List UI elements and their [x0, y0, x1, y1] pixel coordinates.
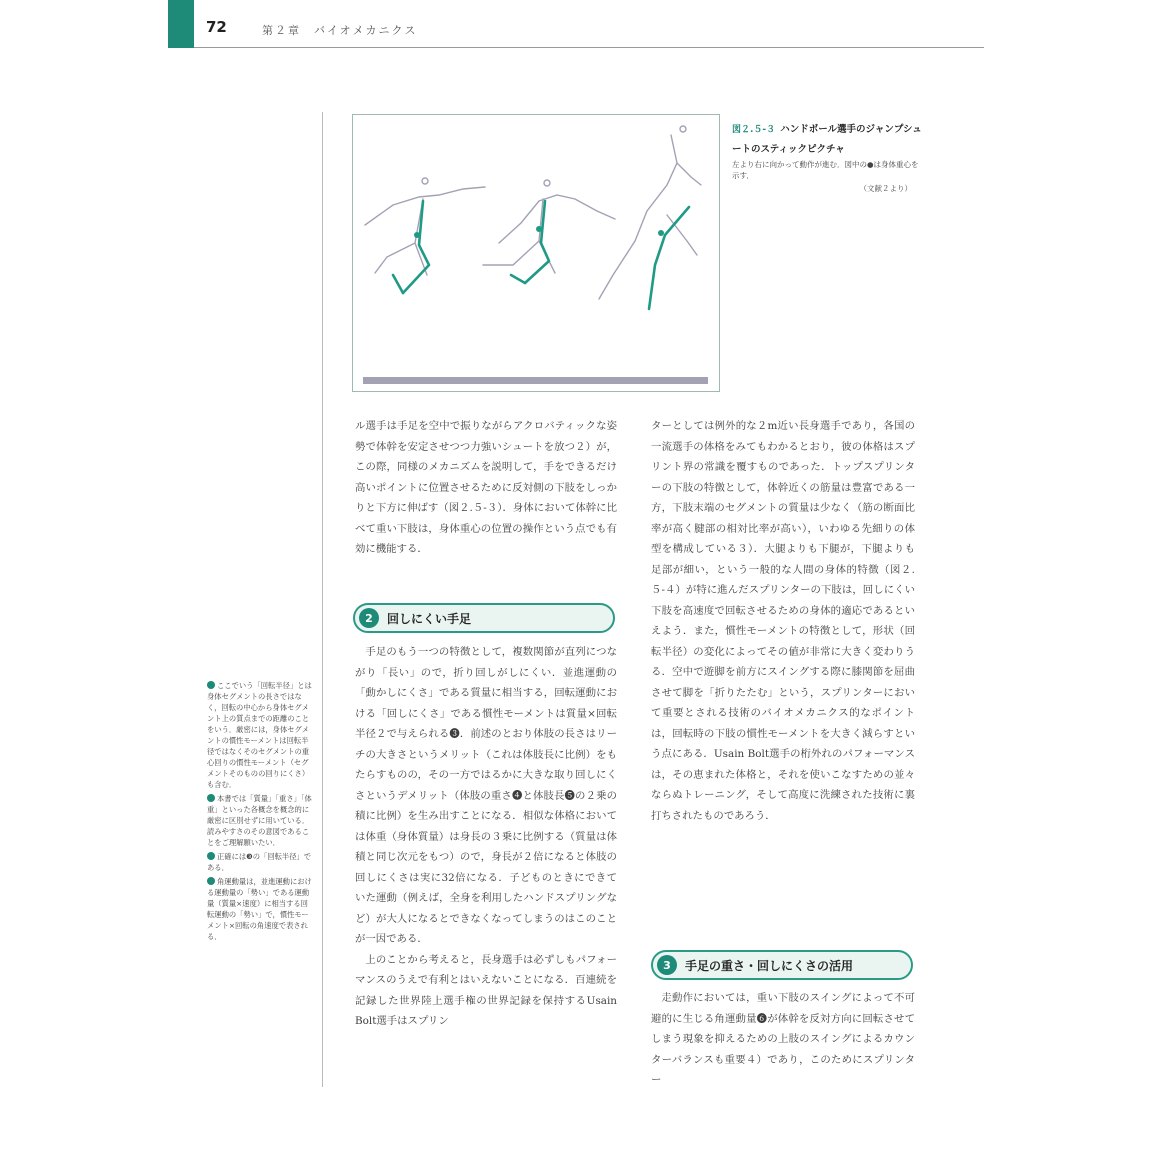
text-column-left: [355, 416, 617, 560]
figure3-leg-back: [667, 215, 697, 255]
figure3-head: [680, 126, 686, 132]
margin-note: 正確には❸の「回転半径」である．: [207, 852, 312, 872]
section-number-badge: 2: [359, 608, 379, 628]
figure-ground-bar: [363, 377, 708, 384]
margin-notes: [207, 680, 313, 945]
paragraph: 手足のもう一つの特徴として，複数関節が直列につながり「長い」ので，折り回しがしにくい．並進運動の「動かしにくさ」である質量に相当する，回転運動における「回しにくさ」である慣性モーメントは質量×回転半径２で与えられる❸．前述のとおり体肢の長さはリーチの大きさというメリット（これは体肢長に比例）をもたらすものの，その一方ではるかに大きな取り回しにくさというデメリット（体肢の重さ❹と体肢長❺の２乗の積に比例）を生み出すことになる．相似な体格においては体重（身体質量）は身長の３乗に比例する（質量は体積と同じ次元をもつ）ので，身長が２倍になると体肢の回しにくさは実に32倍になる．子どものときにできていた運動（例えば，全身を利用したハンドスプリングなど）が大人になるとできなくなってしまうのはこのことが一因である．: [355, 646, 617, 945]
page-number: 72: [206, 18, 227, 36]
figure1-head: [422, 178, 428, 184]
margin-rule: [322, 112, 323, 1087]
note-marker-icon: [207, 852, 215, 860]
chapter-title: 第２章 バイオメカニクス: [262, 24, 418, 37]
figure3-highlight-limb: [649, 207, 689, 309]
paragraph: 上のことから考えると，長身選手は必ずしもパフォーマンスのうえで有利とはいえないことになる．百連続を記録した世界陸上選手権の世界記録を保持するUsain Bolt選手はスプリン: [355, 953, 617, 1027]
figure1-arms: [365, 187, 485, 225]
note-marker-icon: [207, 877, 215, 885]
chapter-tab-marker: [168, 0, 194, 48]
note-marker-icon: [207, 794, 215, 802]
header-rule: [194, 47, 984, 48]
figure-note: 左より右に向かって動作が進む．図中の●は身体重心を示す．: [732, 160, 919, 180]
paragraph: 走動作においては，重い下肢のスイングによって不可避的に生じる角運動量❻が体幹を反対方向に回転させてしまう現象を抑えるための上肢のスイングによるカウンターバランスも重要４）であり，このためにスプリンター: [651, 992, 915, 1086]
section-number-badge: 3: [657, 955, 677, 975]
figure2-leg-back: [483, 241, 539, 265]
margin-note: 角運動量は，並進運動における運動量の「勢い」である運動量（質量×速度）に相当する回転運動の「勢い」で，慣性モーメント×回転の角速度で表される．: [207, 877, 312, 941]
figure3-arm-raised: [677, 163, 701, 185]
figure1-center-of-mass: [414, 232, 420, 238]
text-column-left-lower: [355, 642, 617, 1032]
margin-note: 本書では「質量」「重さ」「体重」といった各概念を概念的に厳密に区別せずに用いている．読みやすさのその意図であることをご理解願いたい．: [207, 794, 312, 847]
figure2-head: [544, 180, 550, 186]
stick-figure-illustration: [353, 115, 719, 391]
text-column-right-lower: [651, 988, 915, 1091]
section-heading-3: [651, 950, 913, 980]
figure2-center-of-mass: [536, 226, 542, 232]
figure-caption: [732, 117, 922, 194]
section-heading-2: [353, 603, 615, 633]
figure-number: 図２.５-３: [732, 125, 776, 135]
paragraph: ターとしては例外的な２m近い長身選手であり，各国の一流選手の体格をみてもわかるとおり，彼の体格はスプリント界の常識を覆すものであった．トップスプリンターの下肢の特徴として，体幹近くの筋量は豊富である一方，下肢末端のセグメントの質量は少なく（筋の断面比率が高く腱部の相対比率が高い），いわゆる先細りの体型を構成している３）．大腿よりも下腿が，下腿よりも足部が細い，という一般的な人間の身体的特徴（図２.５-４）が特に進んだスプリンターの下肢は，回しにくい下肢を高速度で回転させるための身体的適応であるといえよう．また，慣性モーメントの特徴として，形状（回転半径）の変化によってその値が非常に大きく変わりうる．空中で遊脚を前方にスイングする際に膝関節を屈曲させて脚を「折りたたむ」という，スプリンターにおいて重要とされる技術のバイオメカニクス的なポイントは，回転時の下肢の慣性モーメントを大きく減らすという点にある．Usain Bolt選手の桁外れのパフォーマンスは，その恵まれた体格と，それを使いこなすための並々ならぬトレーニング，そして高度に洗練された技術に裏打ちされたものであろう．: [651, 420, 915, 822]
figure-source: （文献２より）: [859, 184, 912, 193]
note-marker-icon: [207, 681, 215, 689]
paragraph: ル選手は手足を空中で振りながらアクロバティックな姿勢で体幹を安定させつつ力強いシュートを放つ２）が，この際，同様のメカニズムを説明して，手をできるだけ高いポイントに位置させるために反対側の下肢をしっかりと下方に伸ばす（図２.５-３）．身体において体幹に比べて重い下肢は，身体重心の位置の操作という点でも有効に機能する．: [355, 420, 617, 555]
figure2-arms: [499, 195, 615, 243]
margin-note: ここでいう「回転半径」とは身体セグメントの長さではなく，回転の中心から身体セグメント上の質点までの距離のことをいう．厳密には，身体セグメントの慣性モーメントは回転半径ではなくそのセグメントの重心回りの慣性モーメント（セグメントそのものの回りにくさ）も含む．: [207, 681, 312, 789]
figure-stick-picture: [352, 114, 720, 392]
figure-title-line: [732, 117, 922, 157]
section-title: 回しにくい手足: [387, 611, 472, 626]
figure-title: ハンドボール選手のジャンプシュートのスティックピクチャ: [732, 124, 922, 155]
section-title: 手足の重さ・回しにくさの活用: [685, 958, 854, 973]
text-column-right: [651, 416, 915, 826]
figure3-center-of-mass: [658, 230, 664, 236]
figure1-leg-back: [375, 243, 415, 273]
